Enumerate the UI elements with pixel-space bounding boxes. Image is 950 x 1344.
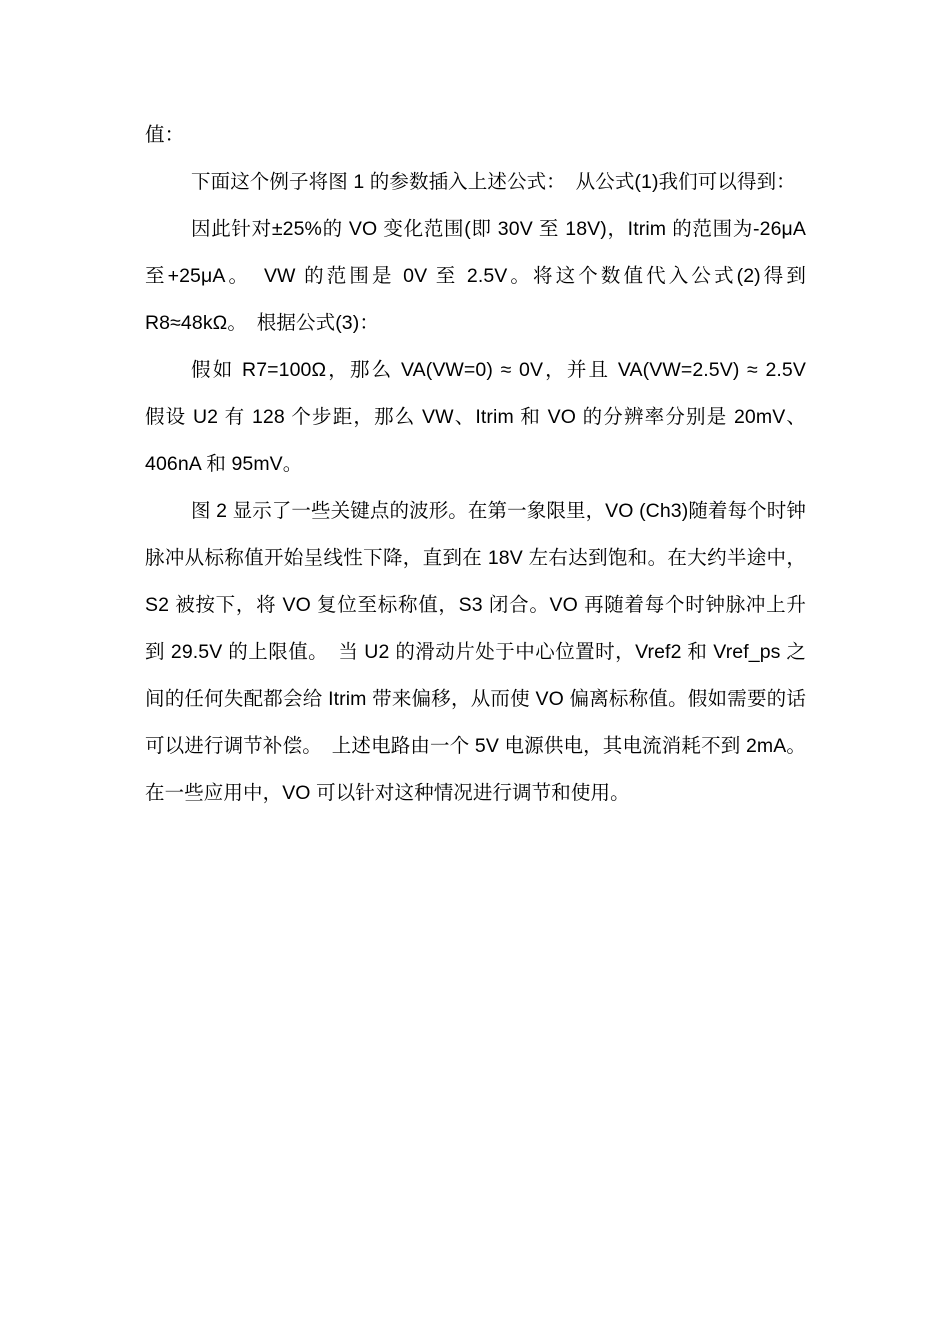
paragraph-waveforms: 图 2 显示了一些关键点的波形。在第一象限里，VO (Ch3)随着每个时钟脉冲从标称值开始呈线性下降，直到在 18V 左右达到饱和。在大约半途中，S2 被按下，将 VO 复位至标称值，S3 闭合。VO 再随着每个时钟脉冲上升到 29.5V 的上限值。 当 U2 的滑动片处于中心位置时，Vref2 和 Vref_ps 之间的任何失配都会给 Itrim 带来偏移，从而使 VO 偏离标称值。假如需要的话可以进行调节补偿。 上述电路由一个 5V 电源供电，其电流消耗不到 2mA。在一些应用中，VO 可以针对这种情况进行调节和使用。	[145, 500, 806, 804]
paragraph-itrim-range: 因此针对±25%的 VO 变化范围(即 30V 至 18V)，Itrim 的范围为-26μA 至+25μA。 VW 的范围是 0V 至 2.5V。将这个数值代入公式(2)得到 R8≈48kΩ。 根据公式(3)：	[145, 218, 806, 334]
paragraph-example-intro: 下面这个例子将图 1 的参数插入上述公式： 从公式(1)我们可以得到：	[191, 171, 796, 193]
paragraph-resolution: 假如 R7=100Ω，那么 VA(VW=0) ≈ 0V，并且 VA(VW=2.5V) ≈ 2.5V 假设 U2 有 128 个步距，那么 VW、Itrim 和 VO 的分辨率分别是 20mV、406nA 和 95mV。	[145, 359, 826, 475]
document-body	[145, 112, 826, 817]
paragraph-continuation: 值：	[145, 124, 185, 146]
